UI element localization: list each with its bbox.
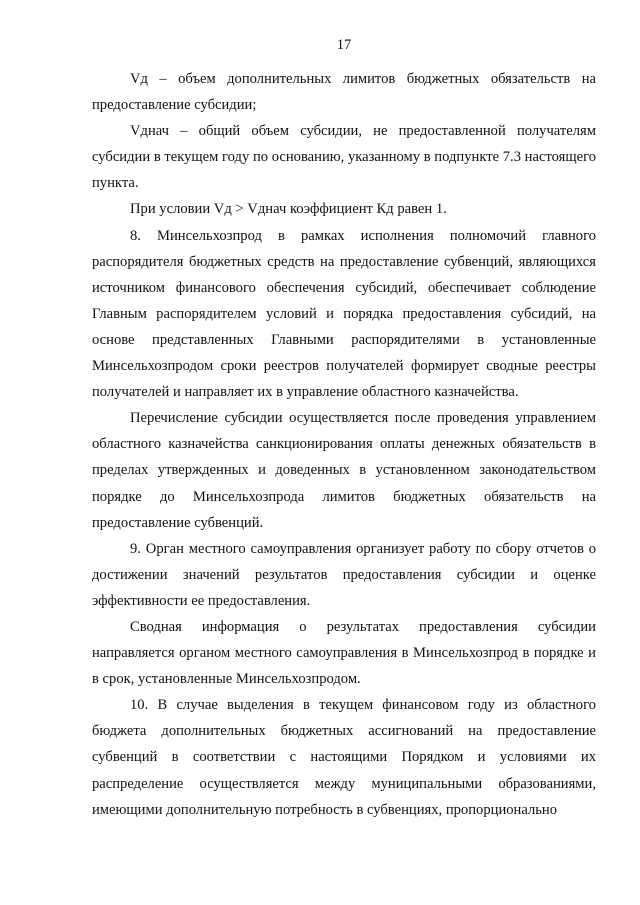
paragraph-vdnach-definition: Vднач – общий объем субсидии, не предоставленной получателям субсидии в текущем году по основанию, указанному в подпункте 7.3 настоящего пункта. (92, 123, 596, 192)
page-number: 17 (336, 37, 352, 53)
paragraph-item-9: 9. Орган местного самоуправления организует работу по сбору отчетов о достижении значений результатов предоставления субсидии и оценке эффективности ее предоставления. (92, 540, 596, 609)
paragraph-summary-info: Сводная информация о результатах предоставления субсидии направляется органом местного самоуправления в Минсельхозпрод в порядке и в срок, установленные Минсельхозпродом. (92, 618, 596, 688)
paragraph-coefficient-condition: При условии Vд > Vднач коэффициент Кд равен 1. (130, 201, 447, 218)
paragraph-item-8: 8. Минсельхозпрод в рамках исполнения полномочий главного распорядителя бюджетных средств на предоставление субвенций, являющихся источником финансового обеспечения субсидий, обеспечивает соблюдение Главным распорядителем условий и порядка предоставления субсидий, на основе представленных Главными распорядителями в установленные Минсельхозпродом сроки реестров получателей формирует сводные реестры получателей и направляет их в управление областного казначейства. (92, 227, 596, 401)
document-body (92, 66, 596, 823)
paragraph-transfer: Перечисление субсидии осуществляется после проведения управлением областного казначейства санкционирования оплаты денежных обязательств в пределах утвержденных и доведенных в установленном законодательством порядке до Минсельхозпрода лимитов бюджетных обязательств на предоставление субвенций. (92, 410, 596, 531)
paragraph-item-10: 10. В случае выделения в текущем финансовом году из областного бюджета дополнительных бюджетных ассигнований на предоставление субвенций в соответствии с настоящими Порядком и условиями их распределение осуществляется между муниципальными образованиями, имеющими дополнительную потребность в субвенциях, пропорционально (92, 697, 596, 818)
paragraph-vd-definition: Vд – объем дополнительных лимитов бюджетных обязательств на предоставление субсидии; (92, 71, 596, 114)
